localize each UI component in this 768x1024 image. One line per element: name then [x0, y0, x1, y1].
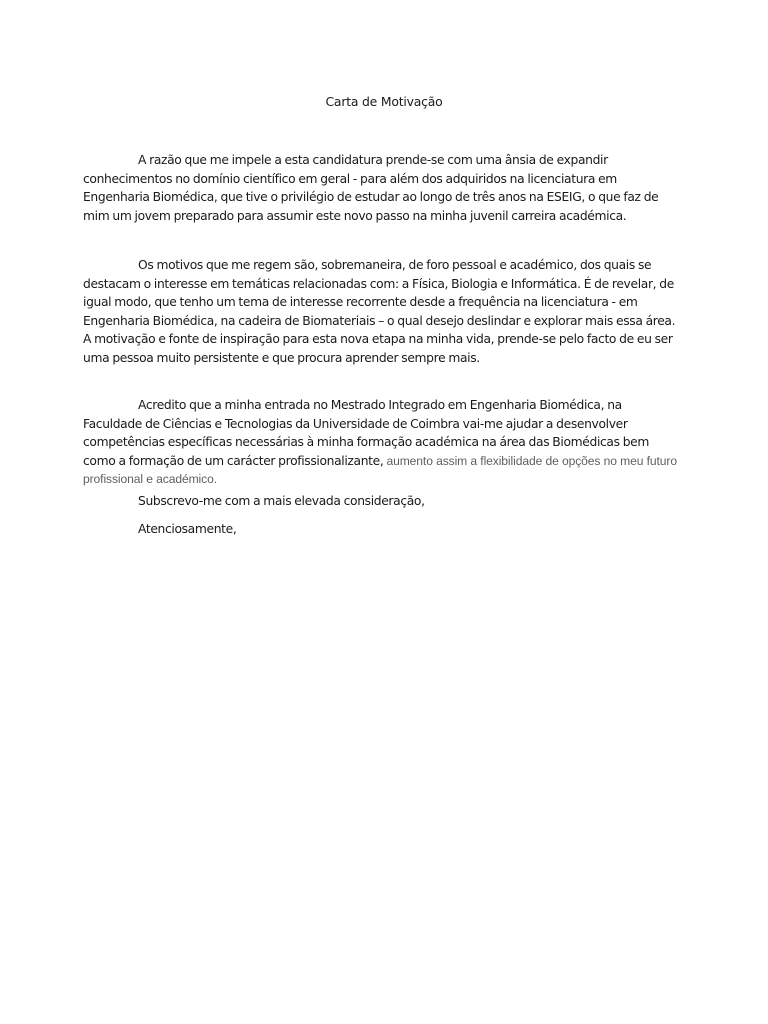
sign-off: Atenciosamente, [138, 522, 237, 536]
page-title: Carta de Motivação [325, 94, 443, 109]
paragraph-1 [83, 151, 683, 225]
paragraph-2-text: Os motivos que me regem são, sobremaneira, de foro pessoal e académico, dos quais se destacam o interesse em temáticas relacionadas com: a Física, Biologia e Informática. É de revelar, de igual modo, que tenho um tema de interesse recorrente desde a frequência na licenciatura - em Engenharia Biomédica, na cadeira de Biomateriais – o qual desejo deslindar e explorar mais essa área. A motivação e fonte de inspiração para esta nova etapa na minha vida, prende-se pelo facto de eu ser uma pessoa muito persistente e que procura aprender sempre mais. [83, 258, 676, 365]
paragraph-3-tail: aumento assim a flexibilidade de opções no meu futuro profissional e académico. [83, 453, 677, 487]
paragraph-2 [83, 256, 683, 368]
paragraph-1-text: A razão que me impele a esta candidatura prende-se com uma ânsia de expandir conhecimentos no domínio científico em geral - para além dos adquiridos na licenciatura em Engenharia Biomédica, que tive o privilégio de estudar ao longo de três anos na ESEIG, o que faz de mim um jovem preparado para assumir este novo passo na minha juvenil carreira académica. [83, 153, 659, 223]
paragraph-3 [83, 396, 683, 489]
paragraph-3-text: Acredito que a minha entrada no Mestrado Integrado em Engenharia Biomédica, na Faculdade de Ciências e Tecnologias da Universidade de Coimbra vai-me ajudar a desenvolver competências específicas necessárias à minha formação académica na área das Biomédicas bem como a formação de um carácter profissionalizante, [83, 398, 650, 468]
closing-line: Subscrevo-me com a mais elevada consideração, [138, 494, 425, 508]
